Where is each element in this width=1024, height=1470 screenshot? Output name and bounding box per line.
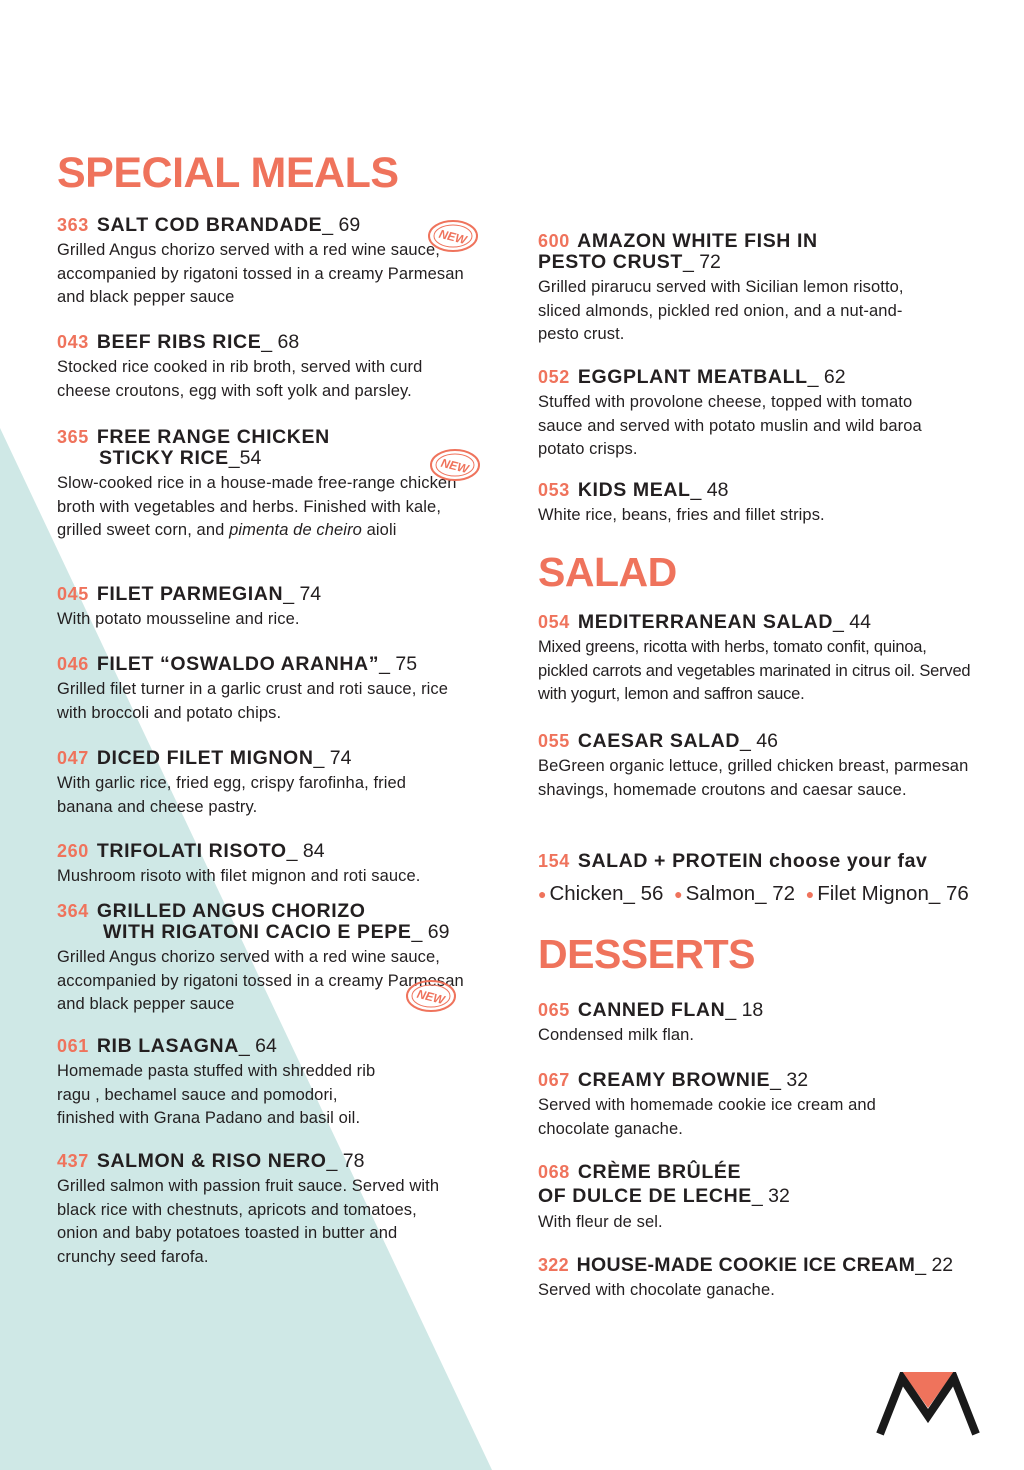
item-name: DICED FILET MIGNON bbox=[96, 747, 314, 769]
item-name-line2: OF DULCE DE LECHE bbox=[538, 1185, 752, 1207]
item-description: BeGreen organic lettuce, grilled chicken breast, parmesan shavings, homemade croutons and caesar sauce. bbox=[538, 757, 969, 799]
item-description: With garlic rice, fried egg, crispy farofinha, fried banana and cheese pastry. bbox=[57, 774, 407, 816]
item-price: _ 48 bbox=[690, 479, 729, 501]
item-code: 047 bbox=[57, 748, 89, 768]
item-name: CREAMY BROWNIE bbox=[577, 1069, 771, 1091]
new-badge-stamp bbox=[404, 978, 458, 1014]
item-code: 364 bbox=[57, 901, 89, 921]
item-price: _ 68 bbox=[261, 331, 300, 353]
item-description: Served with homemade cookie ice cream and chocolate ganache. bbox=[538, 1096, 876, 1138]
item-name: FILET PARMEGIAN bbox=[96, 583, 284, 605]
menu-item-filet-parmegian bbox=[57, 584, 497, 632]
item-name: SALAD + PROTEIN choose your fav bbox=[577, 850, 928, 872]
item-description: Grilled pirarucu served with Sicilian lemon risotto, sliced almonds, pickled red onion, and a nut-and-pesto crust. bbox=[538, 278, 904, 343]
menu-item-rib-lasagna bbox=[57, 1036, 497, 1131]
brand-logo bbox=[876, 1372, 980, 1436]
item-code: 068 bbox=[538, 1162, 570, 1182]
menu-item-diced-filet-mignon bbox=[57, 748, 497, 819]
menu-item-mediterranean-salad bbox=[538, 612, 978, 707]
item-code: 046 bbox=[57, 654, 89, 674]
item-code: 052 bbox=[538, 367, 570, 387]
new-badge-stamp bbox=[426, 218, 480, 254]
item-description: Stuffed with provolone cheese, topped with tomato sauce and served with potato muslin and wild baroa potato crisps. bbox=[538, 393, 922, 458]
bullet-dot: ● bbox=[805, 886, 815, 902]
protein-options bbox=[538, 882, 974, 906]
item-price: _ 69 bbox=[411, 921, 450, 943]
menu-item-creme-brulee bbox=[538, 1160, 978, 1235]
item-description: Grilled Angus chorizo served with a red wine sauce, accompanied by rigatoni tossed in a creamy Parmesan and black pepper sauce bbox=[57, 948, 464, 1013]
item-code: 045 bbox=[57, 584, 89, 604]
item-description: Served with chocolate ganache. bbox=[538, 1281, 775, 1299]
item-code: 154 bbox=[538, 851, 570, 871]
item-description: With potato mousseline and rice. bbox=[57, 610, 300, 628]
item-price: _ 72 bbox=[682, 251, 721, 273]
section-title-special-meals: SPECIAL MEALS bbox=[57, 149, 399, 197]
item-description: Grilled filet turner in a garlic crust and roti sauce, rice with broccoli and potato chips. bbox=[57, 680, 449, 722]
item-name: SALMON & RISO NERO bbox=[96, 1150, 327, 1172]
item-price: _ 84 bbox=[286, 840, 325, 862]
item-name: BEEF RIBS RICE bbox=[96, 331, 262, 353]
item-name: EGGPLANT MEATBALL bbox=[577, 366, 808, 388]
item-name: GRILLED ANGUS CHORIZO bbox=[96, 900, 366, 922]
item-name-line2: STICKY RICE bbox=[99, 447, 229, 469]
menu-item-salmon-riso-nero bbox=[57, 1151, 497, 1269]
new-badge-text: NEW bbox=[415, 986, 447, 1008]
item-description: With fleur de sel. bbox=[538, 1213, 663, 1231]
item-description: Condensed milk flan. bbox=[538, 1026, 695, 1044]
item-code: 322 bbox=[538, 1255, 569, 1275]
item-name: KIDS MEAL bbox=[577, 479, 691, 501]
menu-item-salad-protein bbox=[538, 851, 978, 872]
item-price: _ 32 bbox=[751, 1185, 790, 1207]
menu-item-filet-oswaldo-aranha bbox=[57, 654, 497, 725]
item-name: MEDITERRANEAN SALAD bbox=[577, 611, 834, 633]
menu-item-canned-flan bbox=[538, 1000, 978, 1048]
item-description: Grilled salmon with passion fruit sauce. Served with black rice with chestnuts, apricots and tomatoes, onion and baby potatoes toasted in butter and crunchy seed farofa. bbox=[57, 1177, 440, 1266]
menu-item-beef-ribs-rice bbox=[57, 332, 497, 403]
item-code: 437 bbox=[57, 1151, 89, 1171]
menu-item-creamy-brownie bbox=[538, 1070, 978, 1141]
item-price: _ 44 bbox=[833, 611, 871, 633]
item-code: 363 bbox=[57, 215, 89, 235]
menu-item-kids-meal bbox=[538, 480, 978, 528]
item-name: AMAZON WHITE FISH IN bbox=[577, 230, 818, 252]
item-name: FILET “OSWALDO ARANHA” bbox=[96, 653, 380, 675]
item-name: TRIFOLATI RISOTO bbox=[96, 840, 287, 862]
item-code: 600 bbox=[538, 231, 570, 251]
item-description: Stocked rice cooked in rib broth, served with curd cheese croutons, egg with soft yolk and parsley. bbox=[57, 358, 423, 400]
item-price: _54 bbox=[228, 447, 262, 469]
item-price: _ 22 bbox=[915, 1254, 954, 1276]
item-code: 260 bbox=[57, 841, 89, 861]
menu-item-amazon-white-fish bbox=[538, 231, 978, 347]
item-description: White rice, beans, fries and fillet strips. bbox=[538, 506, 825, 524]
item-description: Slow-cooked rice in a house-made free-range chicken broth with vegetables and herbs. Finished with kale, grilled sweet corn, and pimenta de cheiro aioli bbox=[57, 474, 457, 539]
item-name-line2: PESTO CRUST bbox=[538, 251, 683, 273]
item-code: 365 bbox=[57, 427, 89, 447]
item-code: 053 bbox=[538, 480, 570, 500]
item-description: Homemade pasta stuffed with shredded rib ragu , bechamel sauce and pomodori, finished with Grana Padano and basil oil. bbox=[57, 1062, 376, 1127]
item-name: CRÈME BRÛLÉE bbox=[577, 1161, 742, 1183]
item-name: CAESAR SALAD bbox=[577, 730, 740, 752]
protein-option-filet-mignon: Filet Mignon_ 76 bbox=[817, 882, 969, 905]
menu-item-caesar-salad bbox=[538, 731, 978, 802]
item-price: _ 74 bbox=[313, 747, 352, 769]
item-name: RIB LASAGNA bbox=[96, 1035, 239, 1057]
item-code: 061 bbox=[57, 1036, 89, 1056]
item-name: FREE RANGE CHICKEN bbox=[96, 426, 330, 448]
protein-option-chicken: Chicken_ 56 bbox=[549, 882, 664, 905]
menu-item-trifolati-risoto bbox=[57, 841, 497, 889]
protein-option-salmon: Salmon_ 72 bbox=[685, 882, 796, 905]
item-code: 043 bbox=[57, 332, 89, 352]
item-price: _ 69 bbox=[322, 214, 361, 236]
item-price: _ 32 bbox=[770, 1069, 809, 1091]
new-badge-stamp bbox=[428, 447, 482, 483]
item-price: _ 62 bbox=[807, 366, 846, 388]
item-code: 055 bbox=[538, 731, 570, 751]
item-code: 054 bbox=[538, 612, 570, 632]
item-description: Mixed greens, ricotta with herbs, tomato confit, quinoa, pickled carrots and vegetables marinated in citrus oil. Served with yogurt, lemon and saffron sauce. bbox=[538, 638, 971, 703]
item-name-line2: WITH RIGATONI CACIO E PEPE bbox=[103, 921, 412, 943]
menu-item-eggplant-meatball bbox=[538, 367, 978, 462]
new-badge-text: NEW bbox=[439, 455, 471, 477]
item-description: Grilled Angus chorizo served with a red wine sauce, accompanied by rigatoni tossed in a creamy Parmesan and black pepper sauce bbox=[57, 241, 464, 306]
section-title-salad: SALAD bbox=[538, 549, 677, 595]
item-price: _ 78 bbox=[326, 1150, 365, 1172]
item-name: HOUSE-MADE COOKIE ICE CREAM bbox=[576, 1254, 916, 1276]
menu-item-free-range-chicken bbox=[57, 427, 497, 543]
menu-item-cookie-ice-cream bbox=[538, 1255, 978, 1303]
item-price: _ 64 bbox=[238, 1035, 277, 1057]
item-description-italic: pimenta de cheiro bbox=[229, 521, 362, 539]
item-description: Mushroom risoto with filet mignon and roti sauce. bbox=[57, 867, 421, 885]
section-title-desserts: DESSERTS bbox=[538, 931, 755, 977]
item-code: 065 bbox=[538, 1000, 570, 1020]
item-price: _ 46 bbox=[740, 730, 778, 752]
bullet-dot: ● bbox=[538, 886, 547, 902]
item-price: _ 74 bbox=[283, 583, 322, 605]
bullet-dot: ● bbox=[674, 886, 683, 902]
item-price: _ 75 bbox=[379, 653, 418, 675]
item-name: CANNED FLAN bbox=[577, 999, 726, 1021]
item-code: 067 bbox=[538, 1070, 570, 1090]
item-price: _ 18 bbox=[725, 999, 764, 1021]
new-badge-text: NEW bbox=[437, 226, 469, 248]
item-name: SALT COD BRANDADE bbox=[96, 214, 323, 236]
